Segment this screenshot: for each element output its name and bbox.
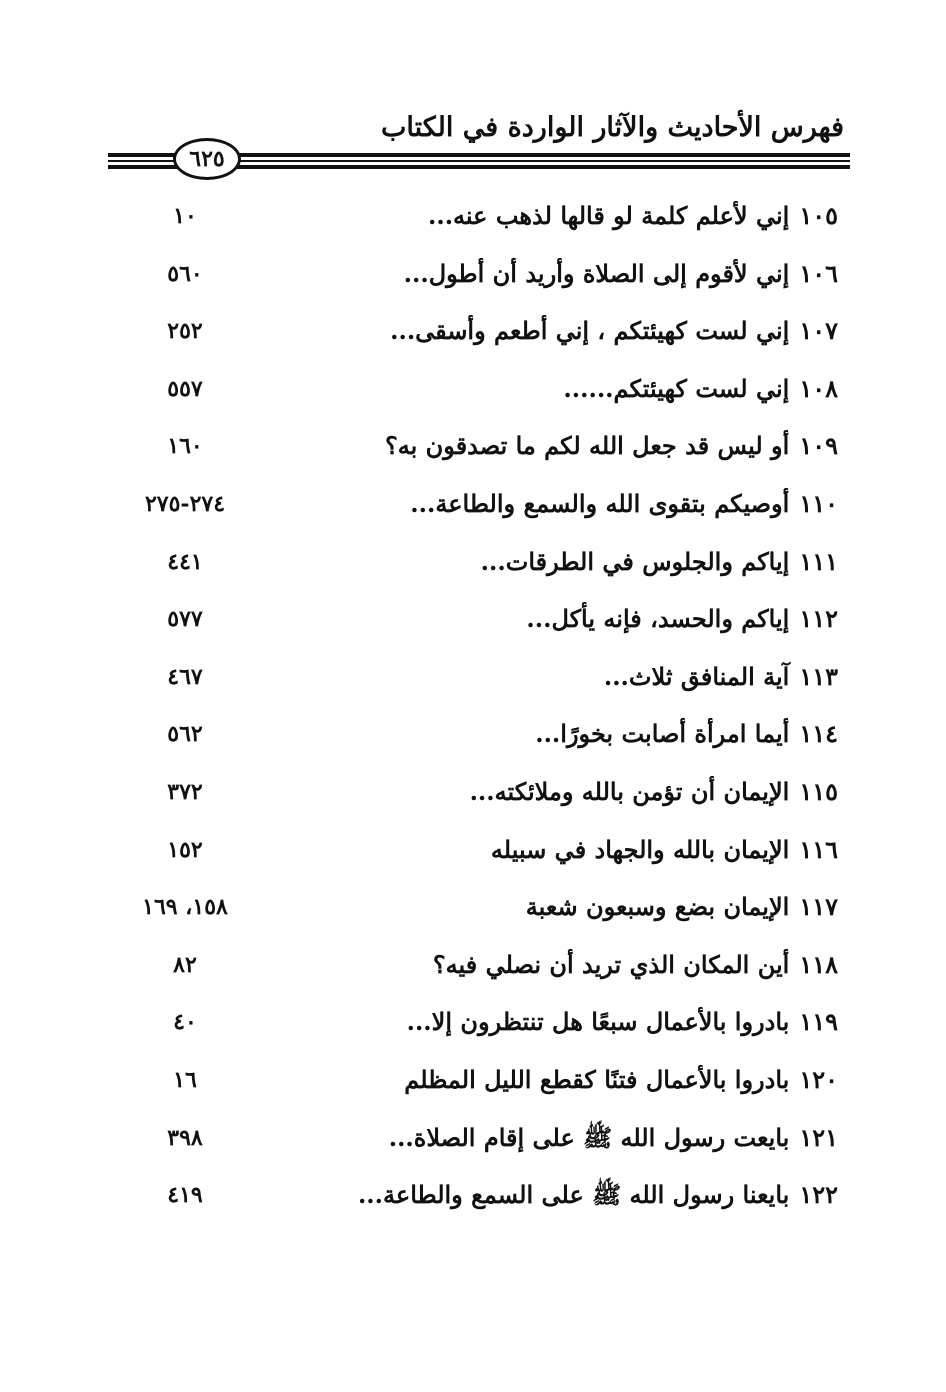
entry-page-ref: ٥٧٧ [167, 606, 203, 633]
entry-text [428, 202, 838, 231]
entry-text [358, 1181, 838, 1210]
index-entry [0, 766, 946, 824]
entry-text [563, 375, 838, 404]
running-title: فهرس الأحاديث والآثار الواردة في الكتاب [380, 112, 844, 143]
entry-phrase: إني لأقوم إلى الصلاة وأريد أن أطول... [403, 258, 790, 288]
entry-phrase: الإيمان بضع وسبعون شعبة [525, 892, 790, 922]
entry-number: ١١٤ [799, 719, 838, 749]
entry-phrase: إني لست كهيئتكم...... [563, 373, 790, 403]
entry-number: ١٠٧ [799, 316, 838, 346]
index-entry [0, 478, 946, 536]
entry-phrase: بايعنا رسول الله ﷺ على السمع والطاعة... [357, 1180, 790, 1210]
index-entry [0, 248, 946, 306]
index-entry [0, 1054, 946, 1112]
entry-page-ref: ١٦ [173, 1066, 197, 1093]
entry-page-ref: ٥٥٧ [167, 375, 203, 402]
entry-text [526, 893, 838, 922]
index-entry [0, 651, 946, 709]
index-entry [0, 881, 946, 939]
index-entry [0, 1169, 946, 1227]
entry-page-ref: ٨٢ [173, 951, 197, 978]
index-entry [0, 593, 946, 651]
entry-page-ref: ٣٩٨ [167, 1124, 203, 1151]
entry-phrase: بايعت رسول الله ﷺ على إقام الصلاة... [388, 1122, 790, 1152]
entry-text [433, 951, 838, 980]
entry-text [481, 548, 838, 577]
index-entry [0, 190, 946, 248]
entry-number: ١٢١ [799, 1122, 838, 1152]
entry-text [491, 836, 838, 865]
entry-number: ١١٣ [799, 661, 838, 691]
entry-number: ١٠٩ [799, 431, 838, 461]
index-entry [0, 305, 946, 363]
entry-number: ١٢٠ [799, 1064, 838, 1094]
entry-page-ref: ٥٦٠ [167, 260, 203, 287]
index-entry [0, 996, 946, 1054]
entry-phrase: الإيمان بالله والجهاد في سبيله [490, 834, 790, 864]
entry-page-ref: ٤٦٧ [167, 663, 203, 690]
entry-phrase: إني لست كهيئتكم ، إني أطعم وأسقى... [390, 316, 790, 346]
entry-text [526, 605, 838, 634]
entry-page-ref: ١٥٨، ١٦٩ [142, 894, 228, 921]
entry-number: ١١٩ [799, 1007, 838, 1037]
entry-page-ref: ١٦٠ [167, 433, 203, 460]
entry-phrase: آية المنافق ثلاث... [603, 661, 790, 691]
entry-phrase: الإيمان أن تؤمن بالله وملائكته... [469, 776, 790, 806]
entry-text [404, 260, 838, 289]
hadith-index-list [0, 190, 946, 1227]
entry-number: ١٢٢ [799, 1180, 838, 1210]
page-number: ٦٢٥ [189, 146, 225, 172]
entry-text [404, 1066, 838, 1095]
entry-text [389, 1124, 838, 1153]
entry-phrase: إياكم والجلوس في الطرقات... [480, 546, 790, 576]
entry-page-ref: ١٥٢ [167, 836, 203, 863]
page-number-badge [173, 138, 241, 180]
entry-text [470, 778, 838, 807]
index-entry [0, 939, 946, 997]
entry-page-ref: ١٠ [173, 203, 197, 229]
entry-page-ref: ٤١٩ [167, 1182, 203, 1209]
entry-phrase: إياكم والحسد، فإنه يأكل... [526, 604, 790, 634]
entry-number: ١١٥ [799, 776, 838, 806]
entry-text [407, 1008, 838, 1037]
entry-number: ١١٧ [799, 892, 838, 922]
entry-page-ref: ٤٤١ [167, 548, 203, 575]
entry-page-ref: ٢٧٤-٢٧٥ [144, 490, 226, 517]
entry-text [385, 432, 838, 461]
entry-number: ١٠٨ [799, 373, 838, 403]
index-entry [0, 420, 946, 478]
entry-number: ١٠٥ [799, 201, 838, 230]
entry-phrase: بادروا بالأعمال سبعًا هل تنتظرون إلا... [406, 1007, 790, 1037]
entry-page-ref: ٤٠ [173, 1009, 197, 1036]
index-entry [0, 824, 946, 882]
entry-phrase: أو ليس قد جعل الله لكم ما تصدقون به؟ [385, 431, 790, 461]
entry-number: ١١٨ [799, 949, 838, 979]
entry-number: ١١٢ [799, 604, 838, 634]
entry-phrase: أيما امرأة أصابت بخورًا... [535, 719, 790, 749]
entry-page-ref: ٥٦٢ [167, 721, 203, 748]
entry-phrase: أين المكان الذي تريد أن نصلي فيه؟ [432, 949, 790, 979]
index-entry [0, 536, 946, 594]
entry-number: ١١٦ [799, 834, 838, 864]
entry-phrase: إني لأعلم كلمة لو قالها لذهب عنه... [427, 201, 790, 230]
entry-text [535, 720, 838, 749]
entry-number: ١٠٦ [799, 258, 838, 288]
entry-page-ref: ٢٥٢ [167, 318, 203, 345]
entry-phrase: بادروا بالأعمال فتنًا كقطع الليل المظلم [404, 1064, 790, 1094]
entry-text [410, 490, 838, 519]
entry-number: ١١٠ [799, 488, 838, 518]
entry-phrase: أوصيكم بتقوى الله والسمع والطاعة... [410, 488, 790, 518]
entry-text [604, 663, 838, 692]
entry-text [390, 317, 838, 346]
index-entry [0, 363, 946, 421]
entry-page-ref: ٣٧٢ [167, 778, 203, 805]
entry-number: ١١١ [799, 546, 838, 576]
index-entry [0, 1112, 946, 1170]
index-entry [0, 708, 946, 766]
